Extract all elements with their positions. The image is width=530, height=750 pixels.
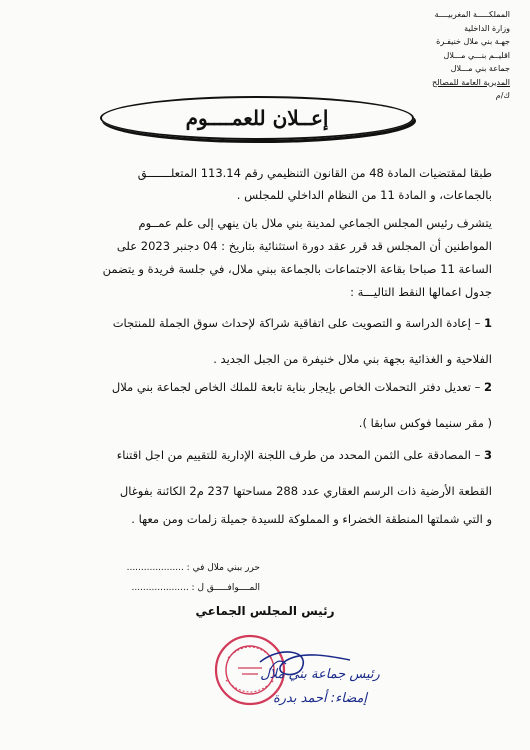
paragraph-line: بالجماعات، و المادة 11 من النظام الداخلي للمجلس . — [236, 188, 492, 202]
agenda-item-1 — [40, 312, 492, 370]
announcement-title-text: إعــلان للعمــــوم — [185, 106, 329, 130]
letterhead-province: اقليــم بنـــي مـــلال — [443, 50, 510, 60]
agenda-item-text: – المصادقة على الثمن المحدد من طرف اللجنة الإدارية للتقييم من اجل اقتناء — [116, 448, 481, 462]
letterhead-kingdom: المملكـــــة المغربيــــة — [434, 10, 510, 19]
agenda-item-text: – تعديل دفتر التحملات الخاص بإيجار بناية تابعة للملك الخاص لجماعة بني ملال — [111, 380, 481, 394]
announcement-paragraph — [40, 212, 492, 304]
signature-title: رئيس جماعة بني ملال — [260, 667, 380, 682]
date-place-block — [60, 558, 260, 598]
agenda-item-text: – إعادة الدراسة و التصويت على اتفاقية شراكة لإحداث سوق الجملة للمنتجات — [112, 316, 481, 330]
paragraph-line: يتشرف رئيس المجلس الجماعي لمدينة بني ملال بان ينهي إلى علم عمــوم — [138, 216, 492, 230]
paragraph-line: جدول اعمالها النقط التاليـــة : — [350, 285, 492, 299]
agenda-item-2 — [40, 376, 492, 434]
written-at-line: حرر ببني ملال في : .................... — [126, 563, 260, 573]
agenda-item-number: 2 — [483, 380, 492, 394]
letterhead-directorate: المديرية العامة للمصالح — [432, 77, 510, 87]
letterhead-ministry: وزارة الداخلية — [464, 23, 510, 33]
agenda-item-text: الفلاحية و الغذائية بجهة بني ملال خنيفرة من الجبل الجديد . — [213, 352, 492, 366]
paragraph-line: المواطنين أن المجلس قد قرر عقد دورة استثنائية بتاريخ : 04 دجنبر 2023 على — [116, 239, 492, 253]
agenda-item-number: 1 — [483, 316, 492, 330]
letterhead-commune: جماعة بني مـــلال — [450, 64, 510, 73]
signer-title: رئيس المجلس الجماعي — [195, 604, 335, 618]
agenda-item-3 — [40, 444, 492, 530]
agenda-item-number: 3 — [483, 448, 492, 462]
agenda-item-text: القطعة الأرضية ذات الرسم العقاري عدد 288 مساحتها 237 م2 الكائنة بفوغال — [119, 484, 492, 498]
paragraph-line: الساعة 11 صباحا بقاعة الاجتماعات بالجماعة ببني ملال، في جلسة فريدة و يتضمن — [102, 262, 492, 276]
letterhead-reference: ك/م — [495, 91, 510, 100]
announcement-title — [100, 96, 414, 140]
letterhead — [400, 8, 510, 103]
agenda-item-text: ( مقر سنيما فوكس سابقا ). — [358, 416, 492, 430]
paragraph-line: طبقا لمقتضيات المادة 48 من القانون التنظيمي رقم 113.14 المتعلـــــــق — [137, 166, 492, 180]
approved-line: المــــوافـــــق ل : .................... — [131, 583, 260, 593]
agenda-item-text: و التي شملتها المنطقة الخضراء و المملوكة للسيدة جميلة زلمات ومن معها . — [131, 512, 492, 526]
signature-name: إمضاء: أحمد بدرة — [272, 691, 368, 706]
legal-basis-paragraph — [40, 162, 492, 206]
letterhead-region: جهـة بني ملال خنيفـرة — [436, 37, 510, 46]
